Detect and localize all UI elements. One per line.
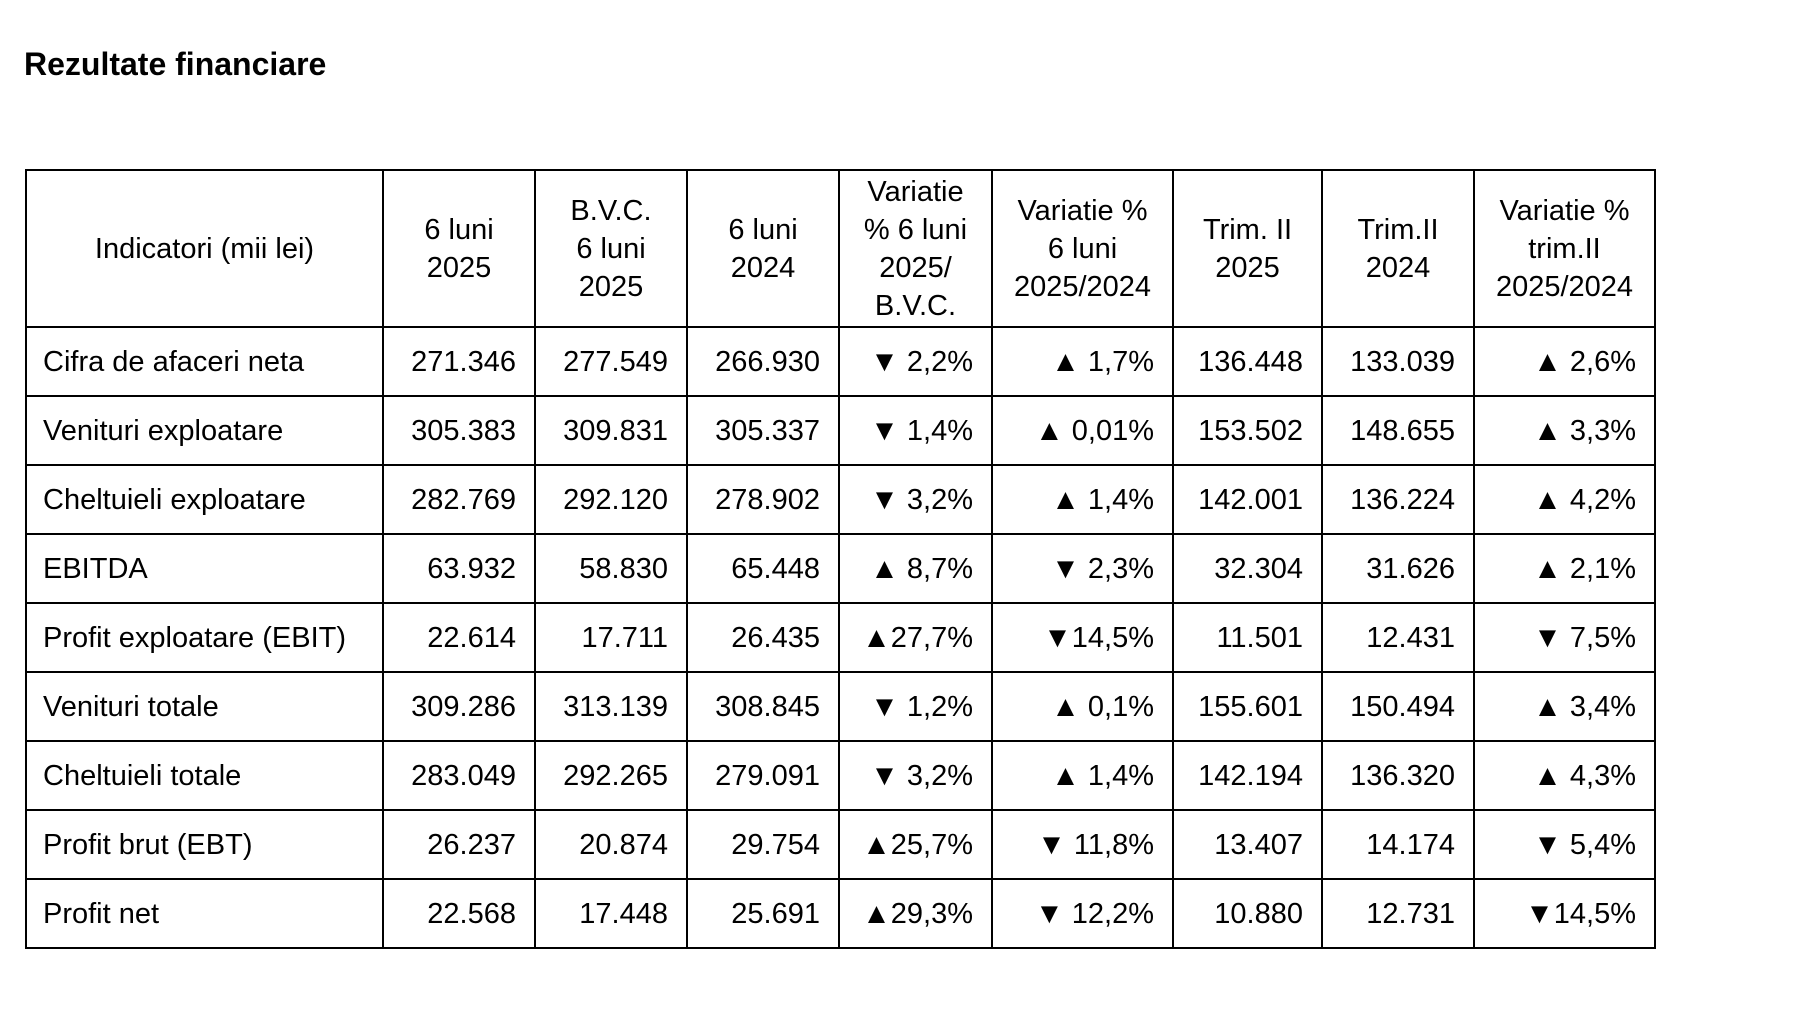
table-cell: 11.501 xyxy=(1173,603,1322,672)
header-line: 6 luni xyxy=(728,213,798,246)
header-line: 6 luni xyxy=(576,232,646,265)
table-cell: 308.845 xyxy=(687,672,839,741)
table-cell: 155.601 xyxy=(1173,672,1322,741)
header-line: % 6 luni xyxy=(863,213,968,246)
table-cell: 32.304 xyxy=(1173,534,1322,603)
table-cell: 271.346 xyxy=(383,327,535,396)
table-cell: 10.880 xyxy=(1173,879,1322,948)
table-cell: 29.754 xyxy=(687,810,839,879)
table-cell: 26.237 xyxy=(383,810,535,879)
table-cell: 309.831 xyxy=(535,396,687,465)
header-line: 2025/2024 xyxy=(1013,270,1152,303)
table-cell: 282.769 xyxy=(383,465,535,534)
table-row xyxy=(26,810,1655,879)
financial-results-table xyxy=(25,169,1656,949)
table-cell: 63.932 xyxy=(383,534,535,603)
table-cell: 13.407 xyxy=(1173,810,1322,879)
table-cell: 22.614 xyxy=(383,603,535,672)
header-line: B.V.C. xyxy=(874,289,957,322)
table-cell: ▼ 3,2% xyxy=(839,741,992,810)
table-cell: 136.320 xyxy=(1322,741,1474,810)
header-line: 2024 xyxy=(730,251,796,284)
table-cell: ▼ 7,5% xyxy=(1474,603,1655,672)
table-header-row xyxy=(26,170,1655,327)
table-cell: ▲ 2,1% xyxy=(1474,534,1655,603)
table-cell: ▼14,5% xyxy=(1474,879,1655,948)
header-line: 2025/ xyxy=(879,251,952,284)
header-line: Trim.II xyxy=(1357,213,1439,246)
table-cell: ▼ 2,3% xyxy=(992,534,1173,603)
table-cell: 31.626 xyxy=(1322,534,1474,603)
table-cell: 136.224 xyxy=(1322,465,1474,534)
table-cell: ▲ 4,3% xyxy=(1474,741,1655,810)
table-cell: ▲ 0,01% xyxy=(992,396,1173,465)
header-variatie-6-luni-2025-2024 xyxy=(992,170,1173,327)
table-cell: 266.930 xyxy=(687,327,839,396)
header-line: Indicatori (mii lei) xyxy=(94,232,315,265)
header-line: 6 luni xyxy=(1047,232,1118,265)
table-cell: ▲25,7% xyxy=(839,810,992,879)
header-line: 2025/2024 xyxy=(1495,270,1634,303)
table-cell: 26.435 xyxy=(687,603,839,672)
table-cell: 133.039 xyxy=(1322,327,1474,396)
table-cell: 305.383 xyxy=(383,396,535,465)
header-line: B.V.C. xyxy=(570,194,652,227)
header-line: 2025 xyxy=(426,251,492,284)
table-body xyxy=(26,327,1655,948)
table-cell: 292.120 xyxy=(535,465,687,534)
table-cell: 20.874 xyxy=(535,810,687,879)
header-trim-ii-2025 xyxy=(1173,170,1322,327)
row-label: Cheltuieli totale xyxy=(26,741,383,810)
row-label: Cheltuieli exploatare xyxy=(26,465,383,534)
table-row xyxy=(26,327,1655,396)
table-cell: 292.265 xyxy=(535,741,687,810)
table-cell: 279.091 xyxy=(687,741,839,810)
table-cell: ▲ 2,6% xyxy=(1474,327,1655,396)
table-cell: 17.711 xyxy=(535,603,687,672)
header-trim-ii-2024 xyxy=(1322,170,1474,327)
table-cell: ▼ 3,2% xyxy=(839,465,992,534)
table-cell: ▼ 12,2% xyxy=(992,879,1173,948)
header-line: 2024 xyxy=(1365,251,1431,284)
header-line: Trim. II xyxy=(1202,213,1293,246)
table-row xyxy=(26,879,1655,948)
header-indicatori xyxy=(26,170,383,327)
row-label: Profit net xyxy=(26,879,383,948)
table-cell: 305.337 xyxy=(687,396,839,465)
header-6-luni-2024 xyxy=(687,170,839,327)
table-row xyxy=(26,465,1655,534)
header-line: Variatie % xyxy=(1499,194,1630,227)
table-cell: 12.731 xyxy=(1322,879,1474,948)
table-row xyxy=(26,741,1655,810)
table-cell: ▼ 5,4% xyxy=(1474,810,1655,879)
table-cell: 14.174 xyxy=(1322,810,1474,879)
table-cell: ▲ 1,4% xyxy=(992,741,1173,810)
table-cell: ▲27,7% xyxy=(839,603,992,672)
table-cell: 12.431 xyxy=(1322,603,1474,672)
table-cell: ▼14,5% xyxy=(992,603,1173,672)
page-title: Rezultate financiare xyxy=(24,46,327,82)
table-cell: ▲ 1,4% xyxy=(992,465,1173,534)
row-label: EBITDA xyxy=(26,534,383,603)
table-cell: 278.902 xyxy=(687,465,839,534)
table-cell: ▲ 4,2% xyxy=(1474,465,1655,534)
table-cell: ▼ 1,2% xyxy=(839,672,992,741)
header-line: 6 luni xyxy=(424,213,494,246)
table-cell: ▼ 1,4% xyxy=(839,396,992,465)
table-cell: ▲29,3% xyxy=(839,879,992,948)
table-cell: 22.568 xyxy=(383,879,535,948)
table-cell: 17.448 xyxy=(535,879,687,948)
table-cell: ▲ 8,7% xyxy=(839,534,992,603)
table-cell: 148.655 xyxy=(1322,396,1474,465)
row-label: Venituri totale xyxy=(26,672,383,741)
table-cell: 283.049 xyxy=(383,741,535,810)
row-label: Venituri exploatare xyxy=(26,396,383,465)
table-cell: ▲ 0,1% xyxy=(992,672,1173,741)
header-bvc-6-luni-2025 xyxy=(535,170,687,327)
table-row xyxy=(26,534,1655,603)
table-cell: 150.494 xyxy=(1322,672,1474,741)
header-line: Variatie xyxy=(867,175,964,208)
header-6-luni-2025 xyxy=(383,170,535,327)
table-row xyxy=(26,603,1655,672)
table-cell: 142.194 xyxy=(1173,741,1322,810)
table-cell: ▲ 1,7% xyxy=(992,327,1173,396)
row-label: Profit exploatare (EBIT) xyxy=(26,603,383,672)
row-label: Cifra de afaceri neta xyxy=(26,327,383,396)
table-cell: 277.549 xyxy=(535,327,687,396)
header-line: trim.II xyxy=(1528,232,1601,265)
table-cell: 313.139 xyxy=(535,672,687,741)
table-cell: 142.001 xyxy=(1173,465,1322,534)
table-cell: ▲ 3,3% xyxy=(1474,396,1655,465)
table-cell: 58.830 xyxy=(535,534,687,603)
table-cell: 153.502 xyxy=(1173,396,1322,465)
header-variatie-trim-ii xyxy=(1474,170,1655,327)
header-line: 2025 xyxy=(1215,251,1280,284)
table-cell: 309.286 xyxy=(383,672,535,741)
table-cell: 65.448 xyxy=(687,534,839,603)
header-line: Variatie % xyxy=(1017,194,1148,227)
table-cell: ▲ 3,4% xyxy=(1474,672,1655,741)
table-cell: 136.448 xyxy=(1173,327,1322,396)
table-row xyxy=(26,396,1655,465)
header-line: 2025 xyxy=(578,270,644,303)
header-variatie-6-luni-bvc xyxy=(839,170,992,327)
row-label: Profit brut (EBT) xyxy=(26,810,383,879)
table-row xyxy=(26,672,1655,741)
table-cell: ▼ 2,2% xyxy=(839,327,992,396)
table-cell: ▼ 11,8% xyxy=(992,810,1173,879)
table-cell: 25.691 xyxy=(687,879,839,948)
